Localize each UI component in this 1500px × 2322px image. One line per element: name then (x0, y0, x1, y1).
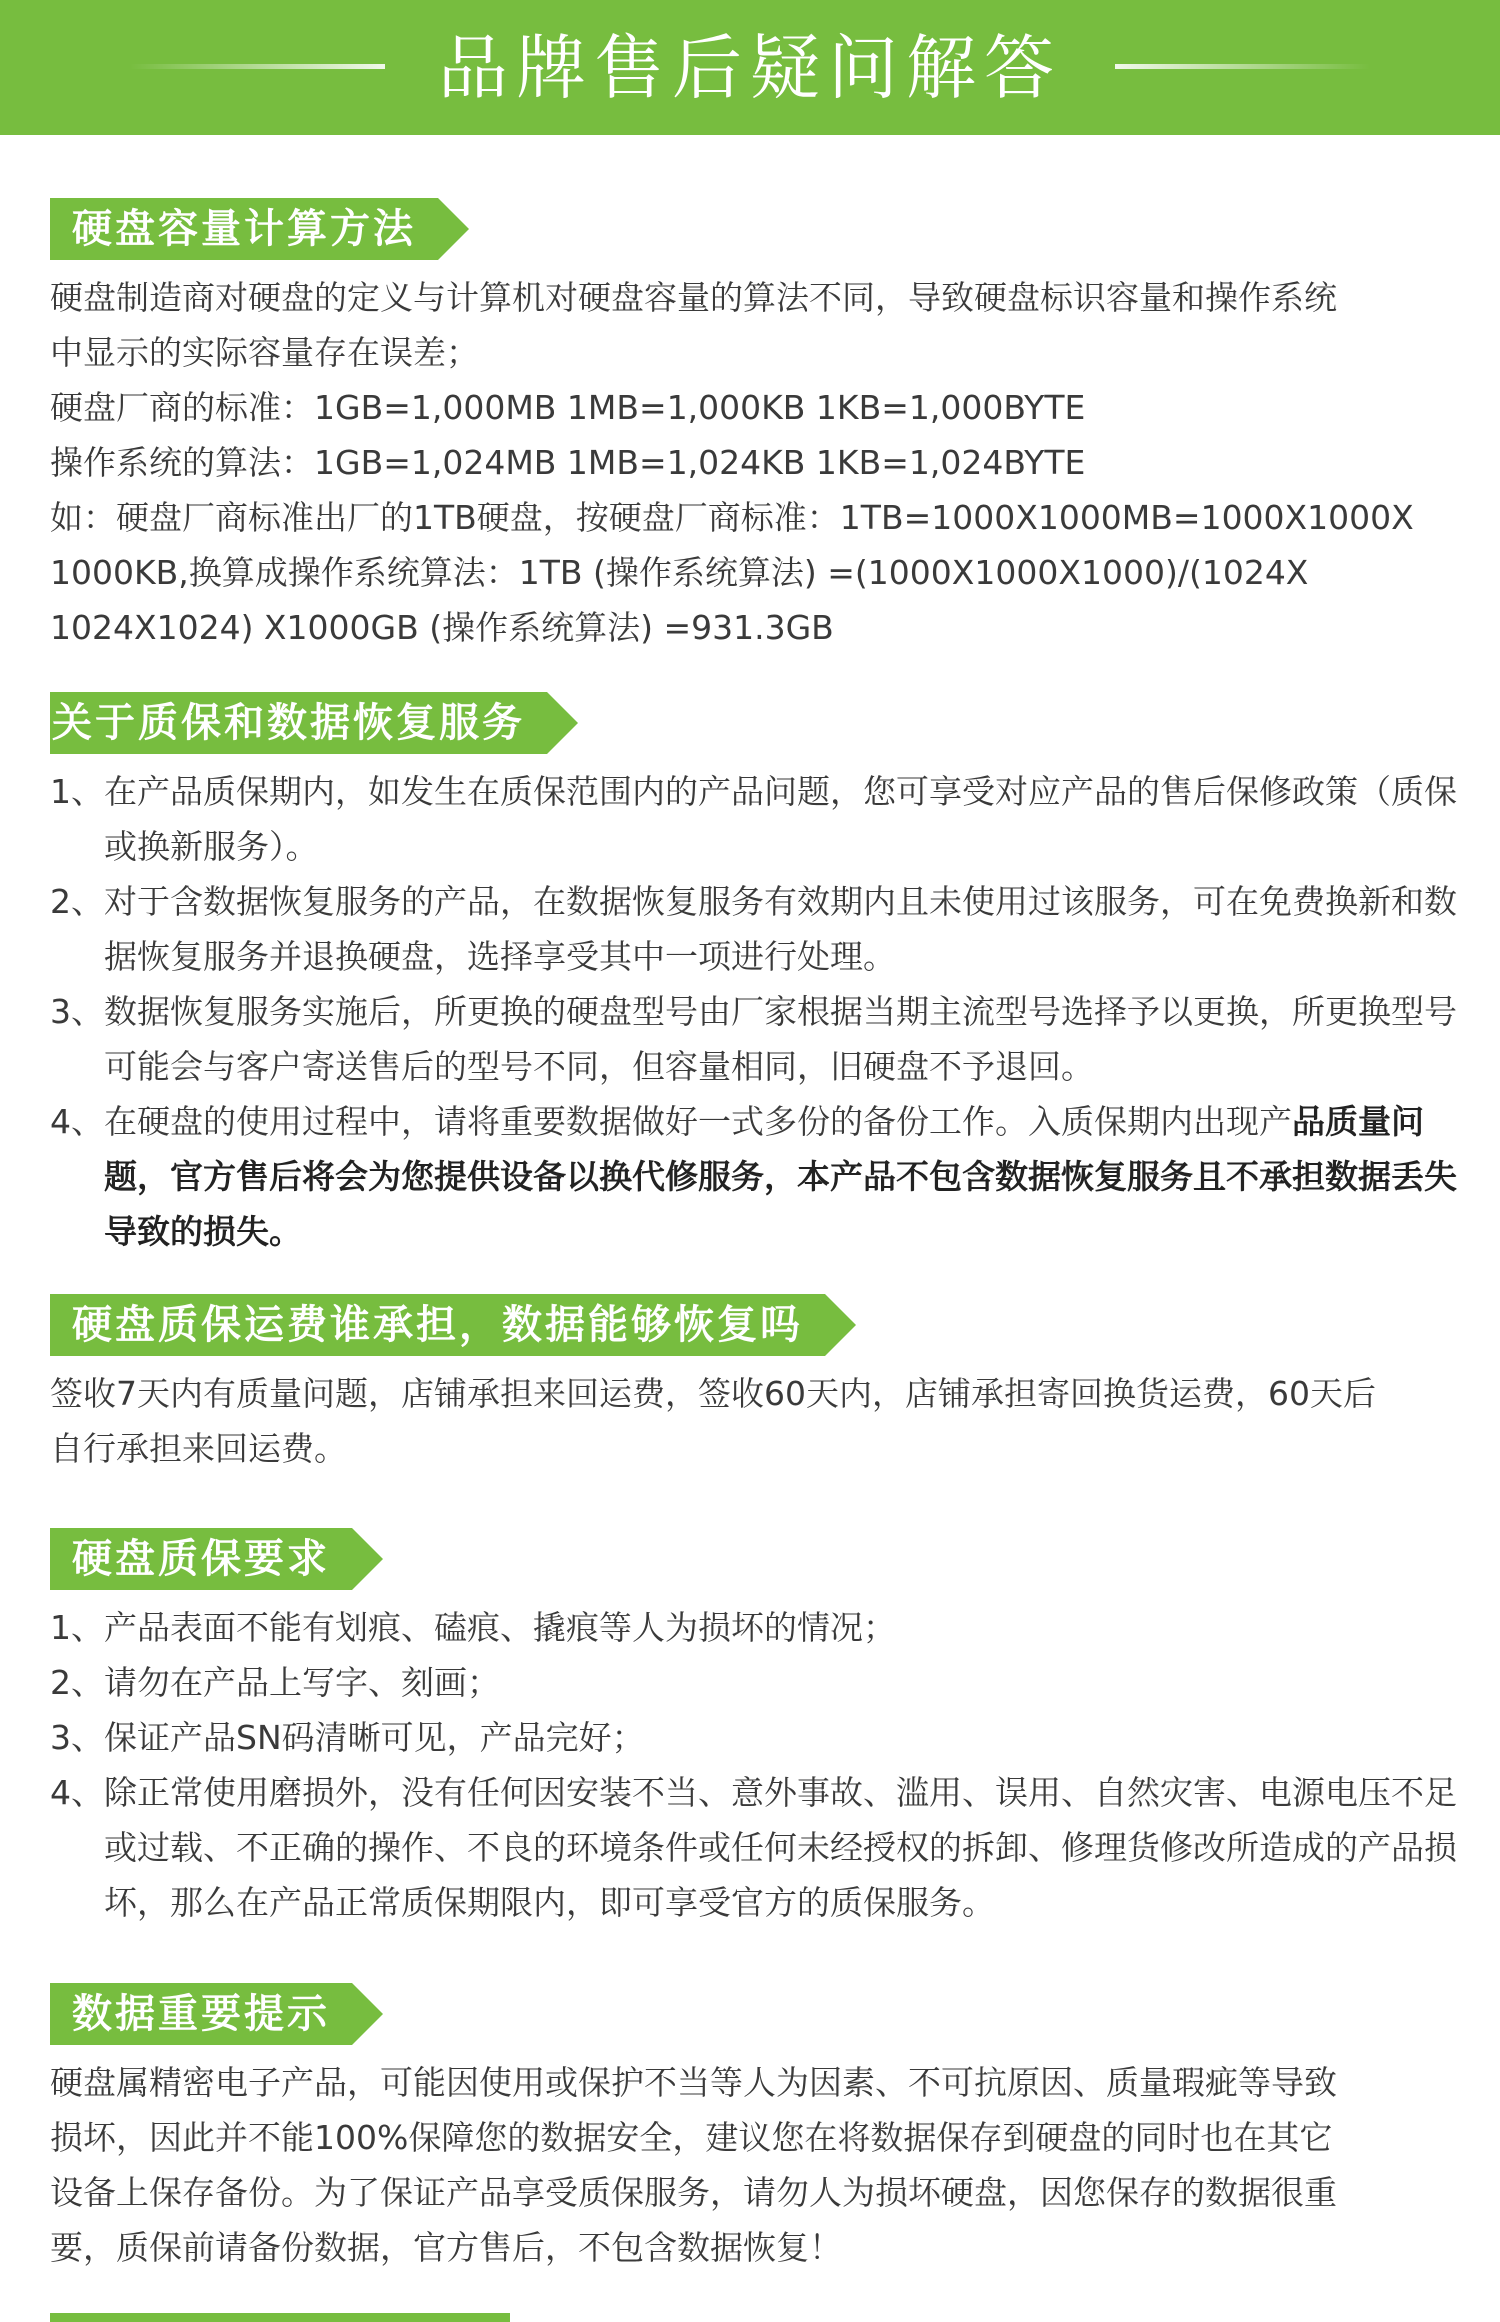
section-capacity (50, 198, 1460, 655)
warranty-item-text: 4、在硬盘的使用过程中，请将重要数据做好一式多份的备份工作。入质保期内出现产 (50, 1102, 1292, 1141)
notice-body (50, 2055, 1460, 2275)
capacity-line: 1024X1024) X1000GB (操作系统算法) =931.3GB (50, 608, 834, 647)
header-banner (0, 0, 1500, 135)
section-title-requirements: 硬盘质保要求 (50, 1528, 352, 1590)
capacity-body (50, 270, 1460, 655)
section-title-warranty: 关于质保和数据恢复服务 (50, 692, 547, 754)
requirements-body (50, 1600, 1460, 1930)
capacity-line: 1000KB,换算成操作系统算法：1TB (操作系统算法) =(1000X1000X1000)/(1024X (50, 553, 1309, 592)
shipping-body (50, 1366, 1460, 1476)
warranty-item-bold: 品质量问题，官方售后将会为您提供设备以换代修服务，本产品不包含数据恢复服务且不承担数据丢失导致的损失。 (104, 1102, 1457, 1251)
section-title-capacity: 硬盘容量计算方法 (50, 198, 438, 260)
warranty-item: 1、在产品质保期内，如发生在质保范围内的产品问题，您可享受对应产品的售后保修政策（质保或换新服务）。 (50, 772, 1457, 866)
shipping-line: 签收7天内有质量问题，店铺承担来回运费，签收60天内，店铺承担寄回换货运费，60天后 (50, 1374, 1376, 1413)
notice-line: 设备上保存备份。为了保证产品享受质保服务，请勿人为损坏硬盘，因您保存的数据很重 (50, 2173, 1337, 2212)
requirement-item: 3、保证产品SN码清晰可见，产品完好； (50, 1718, 645, 1757)
section-title-notice: 数据重要提示 (50, 1983, 352, 2045)
capacity-line: 中显示的实际容量存在误差； (50, 333, 479, 372)
notice-line: 硬盘属精密电子产品，可能因使用或保护不当等人为因素、不可抗原因、质量瑕疵等导致 (50, 2063, 1337, 2102)
capacity-line: 操作系统的算法：1GB=1,024MB 1MB=1,024KB 1KB=1,024BYTE (50, 443, 1086, 482)
notice-line: 损坏，因此并不能100%保障您的数据安全，建议您在将数据保存到硬盘的同时也在其它 (50, 2118, 1333, 2157)
requirement-item: 1、产品表面不能有划痕、磕痕、撬痕等人为损坏的情况； (50, 1608, 896, 1647)
header-divider-right (1115, 64, 1370, 69)
capacity-line: 硬盘制造商对硬盘的定义与计算机对硬盘容量的算法不同，导致硬盘标识容量和操作系统 (50, 278, 1337, 317)
shipping-line: 自行承担来回运费。 (50, 1429, 347, 1468)
section-warranty (50, 692, 1460, 1259)
page-title: 品牌售后疑问解答 (438, 27, 1062, 109)
warranty-body (50, 764, 1460, 1259)
warranty-item (50, 1094, 1460, 1259)
requirement-item: 4、除正常使用磨损外，没有任何因安装不当、意外事故、滥用、误用、自然灾害、电源电压不足或过载、不正确的操作、不良的环境条件或任何未经授权的拆卸、修理货修改所造成的产品损坏，那么在产品正常质保期限内，即可享受官方的质保服务。 (50, 1773, 1457, 1922)
notice-line: 要，质保前请备份数据，官方售后，不包含数据恢复！ (50, 2228, 842, 2267)
section-requirements (50, 1528, 1460, 1930)
capacity-line: 如：硬盘厂商标准出厂的1TB硬盘，按硬盘厂商标准：1TB=1000X1000MB=1000X1000X (50, 498, 1414, 537)
section-notice (50, 1983, 1460, 2275)
section-shipping (50, 1294, 1460, 1476)
requirement-item: 2、请勿在产品上写字、刻画； (50, 1663, 500, 1702)
warranty-item: 2、对于含数据恢复服务的产品，在数据恢复服务有效期内且未使用过该服务，可在免费换新和数据恢复服务并退换硬盘，选择享受其中一项进行处理。 (50, 882, 1457, 976)
capacity-line: 硬盘厂商的标准：1GB=1,000MB 1MB=1,000KB 1KB=1,000BYTE (50, 388, 1086, 427)
section-title-shipping: 硬盘质保运费谁承担，数据能够恢复吗 (50, 1294, 825, 1356)
warranty-item: 3、数据恢复服务实施后，所更换的硬盘型号由厂家根据当期主流型号选择予以更换，所更换型号可能会与客户寄送售后的型号不同，但容量相同，旧硬盘不予退回。 (50, 992, 1457, 1086)
bottom-accent-bar (50, 2313, 510, 2322)
